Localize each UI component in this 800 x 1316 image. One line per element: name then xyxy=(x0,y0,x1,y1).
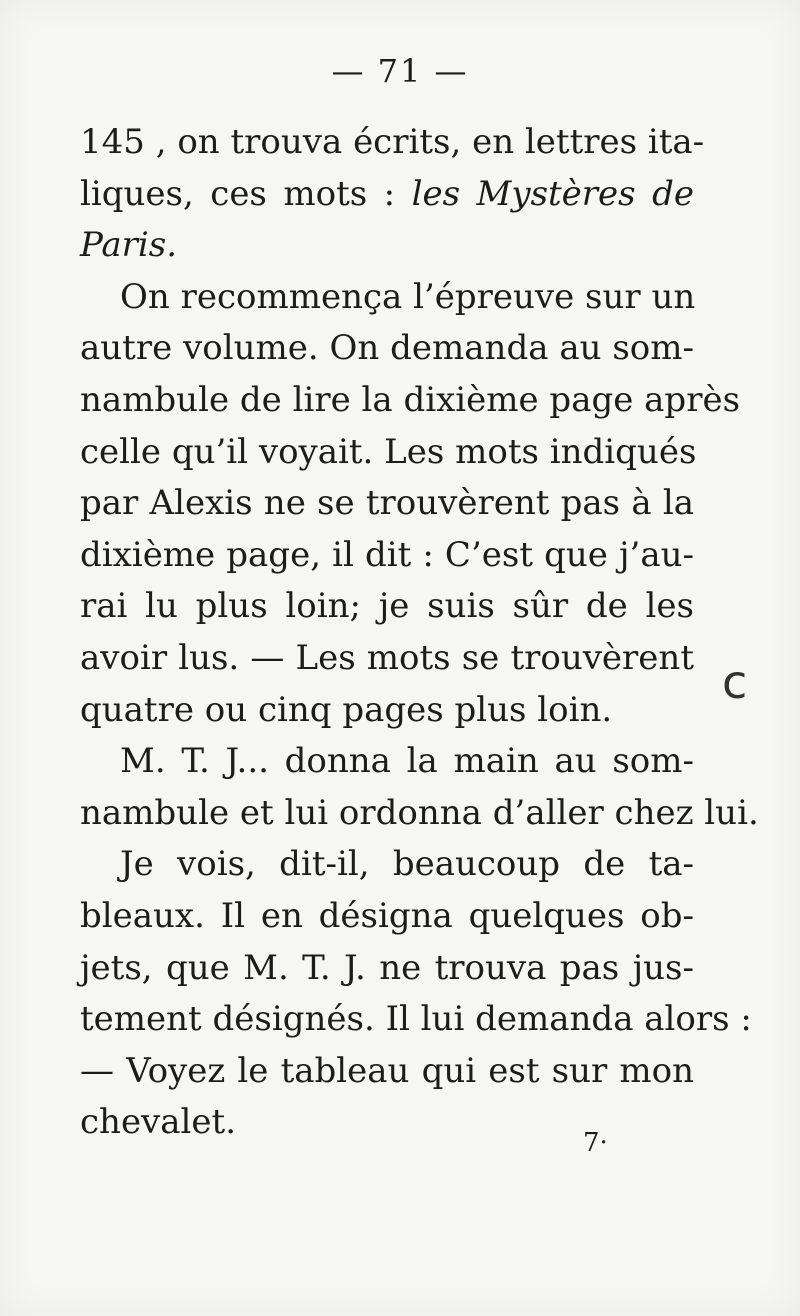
text-line xyxy=(80,1051,694,1091)
text-line xyxy=(80,896,694,936)
page-number: — 71 — xyxy=(331,52,469,90)
text-line xyxy=(80,174,694,214)
text-segment: 145 , on trouva écrits, en lettres ita- xyxy=(80,122,705,162)
text-line xyxy=(80,999,752,1039)
text-line xyxy=(80,638,694,678)
text-segment: celle qu’il voyait. Les mots indiqués xyxy=(80,432,697,472)
text-line xyxy=(80,535,694,575)
text-segment: nambule et lui ordonna d’aller chez lui. xyxy=(80,793,759,833)
text-line xyxy=(80,690,694,730)
text-segment: quatre ou cinq pages plus loin. xyxy=(80,690,613,730)
text-segment: Je vois, dit-il, beaucoup de ta- xyxy=(120,844,694,884)
text-line xyxy=(80,380,741,420)
text-segment: jets, que M. T. J. ne trouva pas jus- xyxy=(80,948,694,988)
text-segment: autre volume. On demanda au som- xyxy=(80,328,694,368)
text-segment: chevalet. xyxy=(80,1102,237,1142)
text-segment: M. T. J... donna la main au som- xyxy=(120,741,694,781)
text-segment: par Alexis ne se trouvèrent pas à la xyxy=(80,483,694,523)
text-segment: rai lu plus loin; je suis sûr de les xyxy=(80,586,694,626)
text-line xyxy=(80,225,694,265)
text-line xyxy=(120,844,694,884)
text-segment: nambule de lire la dixième page après xyxy=(80,380,741,420)
text-line xyxy=(80,948,694,988)
text-line xyxy=(80,328,694,368)
margin-pencil-mark: c xyxy=(722,655,748,709)
text-segment: — Voyez le tableau qui est sur mon xyxy=(80,1051,694,1091)
text-line xyxy=(120,741,694,781)
text-line xyxy=(120,277,694,317)
text-segment: bleaux. Il en désigna quelques ob- xyxy=(80,896,694,936)
text-segment: tement désignés. Il lui demanda alors : xyxy=(80,999,752,1039)
signature-mark: 7· xyxy=(583,1128,608,1158)
text-segment: On recommença l’épreuve sur un xyxy=(120,277,696,317)
text-line xyxy=(80,122,705,162)
text-line xyxy=(80,793,759,833)
text-line xyxy=(80,432,697,472)
italic-text-segment: les Mystères de xyxy=(411,174,694,214)
text-line xyxy=(80,483,694,523)
italic-text-segment: Paris. xyxy=(80,225,178,265)
text-segment: liques, ces mots : xyxy=(80,174,412,214)
text-segment: dixième page, il dit : C’est que j’au- xyxy=(80,535,694,575)
text-line xyxy=(80,586,694,626)
text-segment: avoir lus. — Les mots se trouvèrent xyxy=(80,638,694,678)
